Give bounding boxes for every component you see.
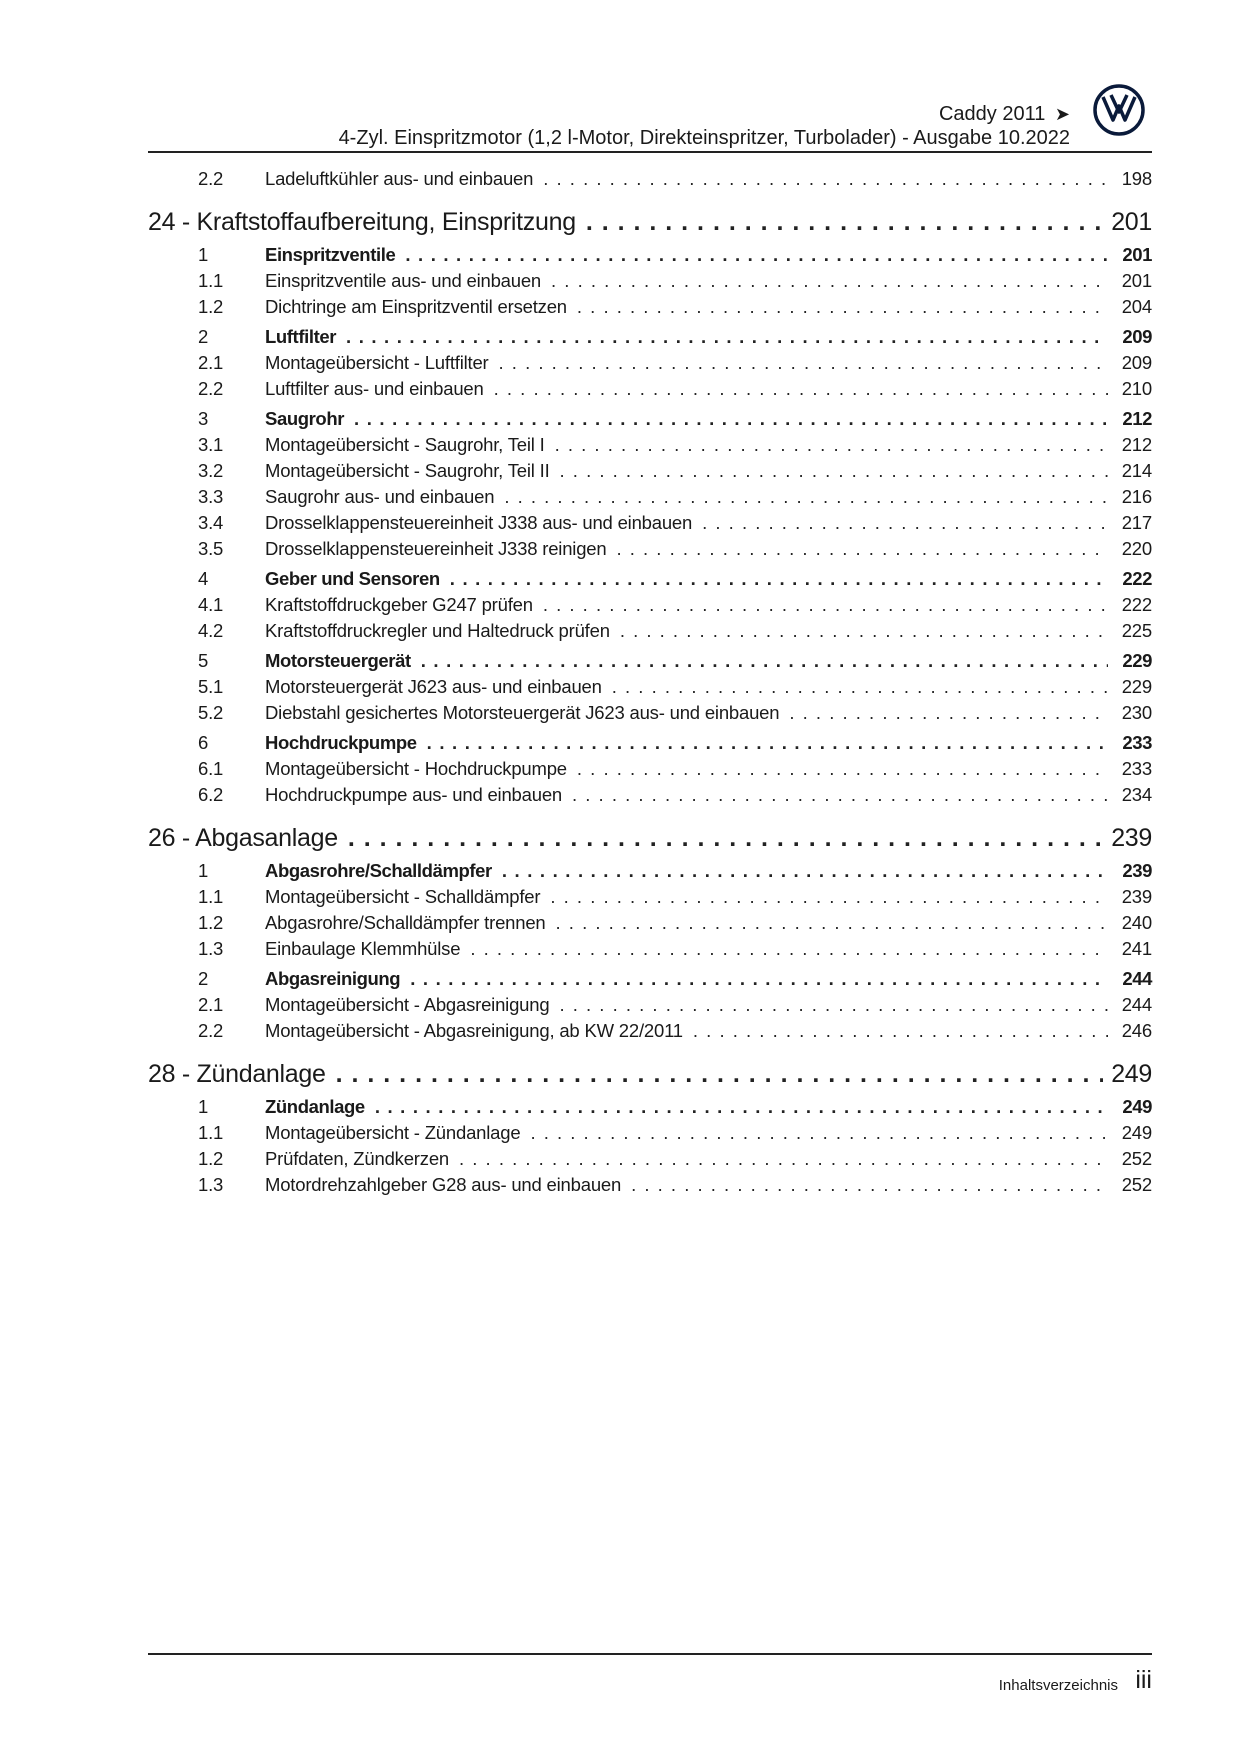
dot-leader bbox=[616, 538, 1108, 560]
toc-title: Kraftstoffdruckgeber G247 prüfen bbox=[265, 594, 533, 615]
dot-leader bbox=[499, 352, 1108, 374]
toc-number: 2.2 bbox=[198, 378, 224, 399]
toc-sub[interactable] bbox=[148, 434, 1152, 460]
dot-leader bbox=[543, 594, 1108, 616]
toc-sub[interactable] bbox=[148, 594, 1152, 620]
toc-sub[interactable] bbox=[148, 538, 1152, 564]
toc-title: Hochdruckpumpe aus- und einbauen bbox=[265, 784, 562, 805]
toc-number: 2.1 bbox=[198, 994, 224, 1015]
dot-leader bbox=[560, 460, 1108, 482]
toc-page-number: 230 bbox=[1121, 702, 1152, 723]
toc-title: Einbaulage Klemmhülse bbox=[265, 938, 461, 959]
toc-title: Zündanlage bbox=[265, 1096, 365, 1117]
toc-number: 4.2 bbox=[198, 620, 224, 641]
toc-page-number: 216 bbox=[1121, 486, 1152, 507]
toc-title: Montageübersicht - Saugrohr, Teil I bbox=[265, 434, 545, 455]
toc-page-number: 225 bbox=[1121, 620, 1152, 641]
toc-page-number: 229 bbox=[1122, 650, 1152, 671]
toc-sub[interactable] bbox=[148, 296, 1152, 322]
toc-page-number: 244 bbox=[1121, 994, 1152, 1015]
toc-title: Montageübersicht - Schalldämpfer bbox=[265, 886, 541, 907]
toc-number: 1.2 bbox=[198, 912, 224, 933]
toc-number: 1.1 bbox=[198, 1122, 224, 1143]
dot-leader bbox=[336, 1060, 1104, 1089]
dot-leader bbox=[346, 326, 1108, 348]
dot-leader bbox=[612, 676, 1108, 698]
dot-leader bbox=[693, 1020, 1108, 1042]
toc-page-number: 241 bbox=[1121, 938, 1152, 959]
toc-sub[interactable] bbox=[148, 352, 1152, 378]
toc-title: Motordrehzahlgeber G28 aus- und einbauen bbox=[265, 1174, 622, 1195]
dot-leader bbox=[586, 208, 1103, 237]
toc-title: Dichtringe am Einspritzventil ersetzen bbox=[265, 296, 567, 317]
toc-sub[interactable] bbox=[148, 912, 1152, 938]
toc-title: Einspritzventile aus- und einbauen bbox=[265, 270, 542, 291]
toc-sub[interactable] bbox=[148, 378, 1152, 404]
toc-number: 3.3 bbox=[198, 486, 224, 507]
toc-sub[interactable] bbox=[148, 1148, 1152, 1174]
toc-page-number: 201 bbox=[1121, 270, 1152, 291]
toc-page-number: 204 bbox=[1121, 296, 1152, 317]
toc-title: Drosselklappensteuereinheit J338 aus- und einbauen bbox=[265, 512, 693, 533]
toc-page-number: 246 bbox=[1121, 1020, 1152, 1041]
toc-chapter[interactable] bbox=[148, 1060, 1152, 1090]
dot-leader bbox=[551, 270, 1108, 292]
toc-title: Montageübersicht - Zündanlage bbox=[265, 1122, 521, 1143]
dot-leader bbox=[620, 620, 1108, 642]
toc-section[interactable] bbox=[148, 408, 1152, 434]
toc-title: Montageübersicht - Luftfilter bbox=[265, 352, 489, 373]
toc-title: Luftfilter bbox=[265, 326, 337, 347]
dot-leader bbox=[410, 968, 1108, 990]
toc-number: 3.2 bbox=[198, 460, 224, 481]
table-of-contents bbox=[148, 168, 1152, 1200]
toc-sub[interactable] bbox=[148, 994, 1152, 1020]
toc-number: 2.2 bbox=[198, 168, 224, 189]
toc-number: 3.1 bbox=[198, 434, 224, 455]
toc-page-number: 214 bbox=[1121, 460, 1152, 481]
toc-title: Abgasrohre/Schalldämpfer bbox=[265, 860, 492, 881]
toc-page-number: 212 bbox=[1121, 434, 1152, 455]
toc-page-number: 249 bbox=[1121, 1122, 1152, 1143]
toc-title: Motorsteuergerät bbox=[265, 650, 411, 671]
dot-leader bbox=[405, 244, 1108, 266]
toc-page-number: 229 bbox=[1121, 676, 1152, 697]
toc-title: Abgasrohre/Schalldämpfer trennen bbox=[265, 912, 546, 933]
toc-sub[interactable] bbox=[148, 270, 1152, 296]
toc-number: 3 bbox=[198, 408, 208, 429]
toc-title: Zündanlage bbox=[196, 1060, 326, 1088]
toc-number: 1.3 bbox=[198, 938, 224, 959]
toc-number: 24 - bbox=[148, 208, 190, 236]
page-header bbox=[148, 92, 1070, 152]
toc-number: 28 - bbox=[148, 1060, 190, 1088]
dot-leader bbox=[494, 378, 1108, 400]
chapter-heading bbox=[148, 208, 576, 237]
toc-page-number: 209 bbox=[1122, 326, 1152, 347]
toc-title: Saugrohr bbox=[265, 408, 345, 429]
toc-page-number: 222 bbox=[1122, 568, 1152, 589]
toc-page-number: 239 bbox=[1121, 886, 1152, 907]
toc-page-number: 239 bbox=[1111, 824, 1152, 852]
dot-leader bbox=[559, 994, 1108, 1016]
dot-leader bbox=[577, 296, 1108, 318]
toc-page-number: 220 bbox=[1121, 538, 1152, 559]
toc-section[interactable] bbox=[148, 326, 1152, 352]
footer-page-number: iii bbox=[1135, 1666, 1152, 1694]
toc-page-number: 249 bbox=[1122, 1096, 1152, 1117]
toc-title: Montageübersicht - Abgasreinigung bbox=[265, 994, 550, 1015]
toc-number: 6.2 bbox=[198, 784, 224, 805]
toc-sub[interactable] bbox=[148, 512, 1152, 538]
toc-page-number: 240 bbox=[1121, 912, 1152, 933]
dot-leader bbox=[459, 1148, 1108, 1170]
toc-title: Hochdruckpumpe bbox=[265, 732, 417, 753]
dot-leader bbox=[504, 486, 1108, 508]
toc-chapter[interactable] bbox=[148, 824, 1152, 854]
toc-section[interactable] bbox=[148, 860, 1152, 886]
toc-sub[interactable] bbox=[148, 1174, 1152, 1200]
toc-number: 1.2 bbox=[198, 296, 224, 317]
toc-section[interactable] bbox=[148, 650, 1152, 676]
header-title: Caddy 2011 bbox=[938, 103, 1046, 125]
toc-number: 2 bbox=[198, 968, 208, 989]
toc-number: 6.1 bbox=[198, 758, 224, 779]
toc-title: Saugrohr aus- und einbauen bbox=[265, 486, 495, 507]
toc-section[interactable] bbox=[148, 244, 1152, 270]
toc-sub[interactable] bbox=[148, 460, 1152, 486]
dot-leader bbox=[375, 1096, 1108, 1118]
toc-title: Drosselklappensteuereinheit J338 reinigen bbox=[265, 538, 607, 559]
dot-leader bbox=[470, 938, 1108, 960]
dot-leader bbox=[450, 568, 1108, 590]
toc-number: 4.1 bbox=[198, 594, 224, 615]
header-divider bbox=[148, 151, 1152, 153]
toc-sub[interactable] bbox=[148, 938, 1152, 964]
toc-title: Diebstahl gesichertes Motorsteuergerät J623 aus- und einbauen bbox=[265, 702, 780, 723]
toc-sub[interactable] bbox=[148, 1020, 1152, 1046]
toc-number: 2.2 bbox=[198, 1020, 224, 1041]
toc-page-number: 201 bbox=[1122, 244, 1152, 265]
toc-title: Geber und Sensoren bbox=[265, 568, 440, 589]
dot-leader bbox=[543, 168, 1108, 190]
toc-sub[interactable] bbox=[148, 1122, 1152, 1148]
toc-title: Motorsteuergerät J623 aus- und einbauen bbox=[265, 676, 602, 697]
dot-leader bbox=[631, 1174, 1108, 1196]
dot-leader bbox=[354, 408, 1108, 430]
toc-number: 3.4 bbox=[198, 512, 224, 533]
toc-number: 1 bbox=[198, 244, 208, 265]
toc-page-number: 252 bbox=[1121, 1148, 1152, 1169]
footer-divider bbox=[148, 1653, 1152, 1655]
toc-title: Abgasreinigung bbox=[265, 968, 401, 989]
toc-page-number: 222 bbox=[1121, 594, 1152, 615]
toc-title: Prüfdaten, Zündkerzen bbox=[265, 1148, 449, 1169]
toc-title: Einspritzventile bbox=[265, 244, 396, 265]
dot-leader bbox=[421, 650, 1108, 672]
toc-sub[interactable] bbox=[148, 886, 1152, 912]
toc-title: Luftfilter aus- und einbauen bbox=[265, 378, 484, 399]
chapter-heading bbox=[148, 824, 338, 853]
toc-number: 26 - bbox=[148, 824, 190, 852]
toc-page-number: 252 bbox=[1121, 1174, 1152, 1195]
toc-page-number: 210 bbox=[1121, 378, 1152, 399]
toc-number: 1.1 bbox=[198, 270, 224, 291]
dot-leader bbox=[348, 824, 1103, 853]
toc-chapter[interactable] bbox=[148, 208, 1152, 238]
toc-title: Montageübersicht - Abgasreinigung, ab KW 22/2011 bbox=[265, 1020, 683, 1041]
toc-number: 1 bbox=[198, 1096, 208, 1117]
dot-leader bbox=[550, 886, 1108, 908]
toc-section[interactable] bbox=[148, 1096, 1152, 1122]
chapter-heading bbox=[148, 1060, 326, 1089]
toc-sub[interactable] bbox=[148, 676, 1152, 702]
toc-page-number: 233 bbox=[1122, 732, 1152, 753]
dot-leader bbox=[577, 758, 1108, 780]
dot-leader bbox=[556, 912, 1108, 934]
vw-logo-icon bbox=[1093, 84, 1145, 136]
toc-number: 5.2 bbox=[198, 702, 224, 723]
toc-page-number: 198 bbox=[1121, 168, 1152, 189]
toc-number: 1.3 bbox=[198, 1174, 224, 1195]
dot-leader bbox=[427, 732, 1108, 754]
toc-title: Montageübersicht - Hochdruckpumpe bbox=[265, 758, 567, 779]
toc-number: 5 bbox=[198, 650, 208, 671]
toc-page-number: 234 bbox=[1121, 784, 1152, 805]
toc-number: 5.1 bbox=[198, 676, 224, 697]
toc-page-number: 212 bbox=[1122, 408, 1152, 429]
toc-title: Montageübersicht - Saugrohr, Teil II bbox=[265, 460, 550, 481]
toc-number: 6 bbox=[198, 732, 208, 753]
toc-sub[interactable] bbox=[148, 486, 1152, 512]
toc-sub[interactable] bbox=[148, 784, 1152, 810]
toc-sub[interactable] bbox=[148, 620, 1152, 646]
toc-title: Kraftstoffaufbereitung, Einspritzung bbox=[196, 208, 576, 236]
toc-section[interactable] bbox=[148, 732, 1152, 758]
toc-page-number: 239 bbox=[1122, 860, 1152, 881]
header-subtitle: 4-Zyl. Einspritzmotor (1,2 l-Motor, Direkteinspritzer, Turbolader) - Ausgabe 10.2022 bbox=[338, 127, 1070, 149]
toc-sub[interactable] bbox=[148, 758, 1152, 784]
dot-leader bbox=[572, 784, 1108, 806]
toc-number: 1 bbox=[198, 860, 208, 881]
dot-leader bbox=[789, 702, 1108, 724]
toc-page-number: 209 bbox=[1121, 352, 1152, 373]
toc-section[interactable] bbox=[148, 568, 1152, 594]
toc-number: 2 bbox=[198, 326, 208, 347]
toc-number: 4 bbox=[198, 568, 208, 589]
toc-section[interactable] bbox=[148, 968, 1152, 994]
toc-number: 2.1 bbox=[198, 352, 224, 373]
arrow-right-icon: ➤ bbox=[1054, 104, 1070, 124]
toc-page-number: 244 bbox=[1122, 968, 1152, 989]
toc-number: 1.1 bbox=[198, 886, 224, 907]
header-title-line bbox=[939, 102, 1070, 126]
dot-leader bbox=[702, 512, 1108, 534]
footer-label: Inhaltsverzeichnis bbox=[998, 1677, 1118, 1694]
dot-leader bbox=[502, 860, 1108, 882]
toc-title: Ladeluftkühler aus- und einbauen bbox=[265, 168, 534, 189]
toc-title: Abgasanlage bbox=[195, 824, 338, 852]
toc-number: 1.2 bbox=[198, 1148, 224, 1169]
toc-page-number: 233 bbox=[1121, 758, 1152, 779]
dot-leader bbox=[555, 434, 1108, 456]
toc-page-number: 201 bbox=[1111, 208, 1152, 236]
dot-leader bbox=[530, 1122, 1108, 1144]
toc-page-number: 217 bbox=[1121, 512, 1152, 533]
toc-title: Kraftstoffdruckregler und Haltedruck prüfen bbox=[265, 620, 610, 641]
toc-page-number: 249 bbox=[1111, 1060, 1152, 1088]
toc-sub[interactable] bbox=[148, 168, 1152, 194]
toc-number: 3.5 bbox=[198, 538, 224, 559]
toc-sub[interactable] bbox=[148, 702, 1152, 728]
